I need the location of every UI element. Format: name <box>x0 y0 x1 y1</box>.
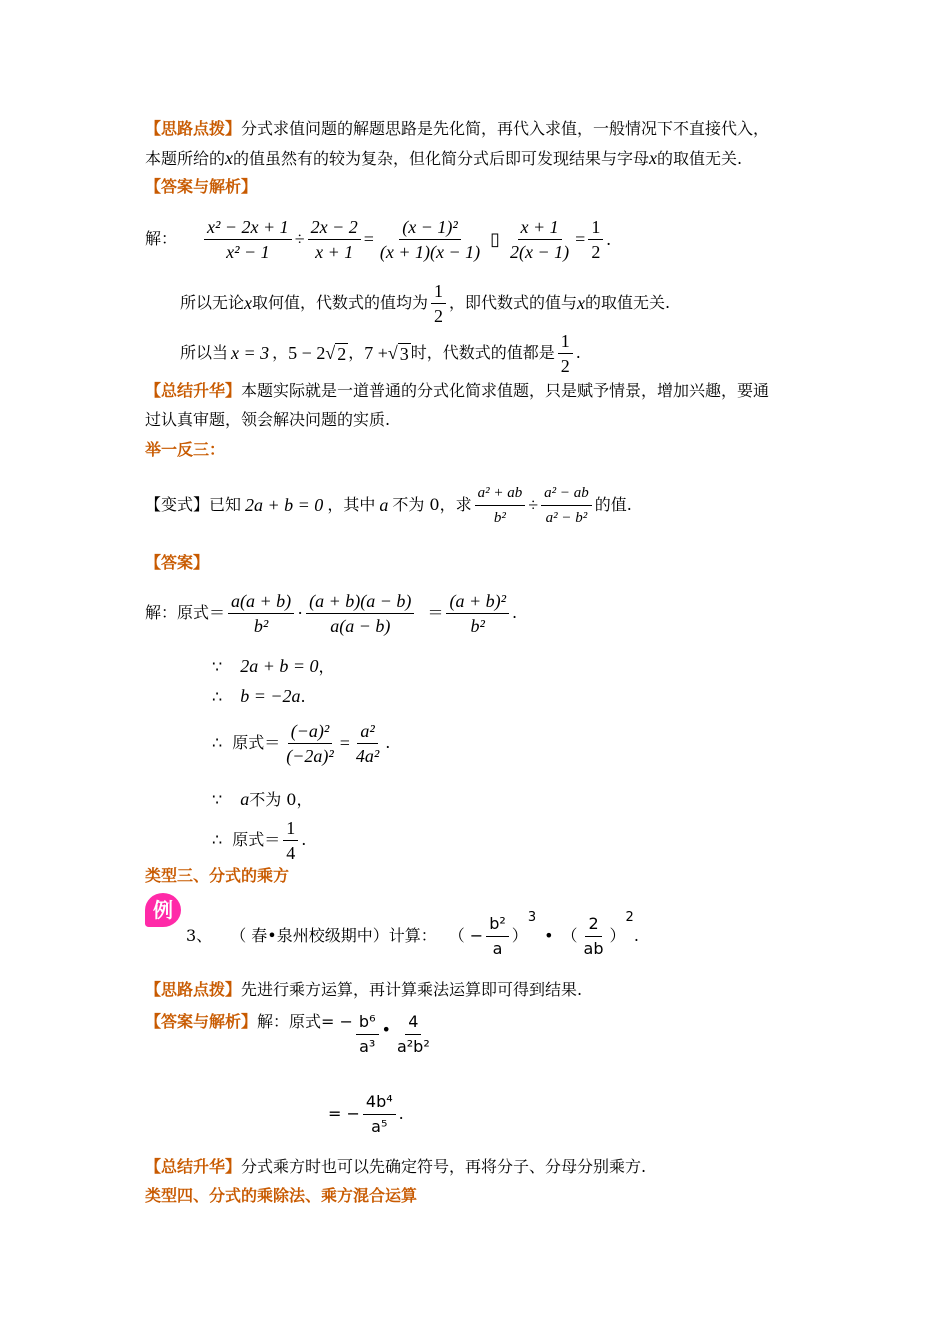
hint-text-1: 分式求值问题的解题思路是先化简，再代入求值，一般情况下不直接代入， <box>241 119 770 138</box>
fraction: $\frac{\text{(x − 1)²}}{(x + 1)(x - 1)}$ <box>379 216 481 262</box>
step-therefore-2: ∴ 原式＝ $\frac{\text{(−a)²}}{\text{(−2a)²}}$ = $\frac{\text{a²}}{\text{4a²}}$ . <box>212 720 391 766</box>
answer-analysis-tag: 【答案与解析】 <box>145 177 258 196</box>
fraction: $\frac{\text{4b⁴}}{\text{a⁵}}$ <box>363 1092 396 1137</box>
variant-problem: 【变式】已知 2a + b = 0 ，其中 a 不为 0，求 $\frac{\text{a² + ab}}{\text{b²}}$ ÷ $\frac{\text{a² − ab}}{\text{a² − b²}}$ 的值. <box>145 484 632 526</box>
step-therefore-1: ∴ b = −2a. <box>212 686 306 706</box>
conclusion-line-2: 所以当 x = 3 ， 5 − 2 √ 2 ， 7 + √ 3 时，代数式的值都是 $\frac{1}{2}$ . <box>180 330 581 376</box>
fraction: $\frac{\text{(a + b)²}}{\text{b²}}$ <box>446 591 509 636</box>
example-badge-icon: 例 <box>145 893 181 927</box>
summary-line-2: 过认真审题，领会解决问题的实质. <box>145 410 391 429</box>
fraction-half: $\frac{1}{2}$ <box>431 281 446 326</box>
hint-line-3: 【思路点拨】先进行乘方运算，再计算乘法运算即可得到结果. <box>145 980 583 999</box>
fraction: $\frac{\text{a² − ab}}{\text{a² − b²}}$ <box>541 483 592 528</box>
hint-line-2: 本题所给的x的值虽然有的较为复杂，但化简分式后即可发现结果与字母x的取值无关. <box>145 148 743 168</box>
fraction: $\frac{\text{a²}}{\text{4a²}}$ <box>355 720 380 766</box>
fraction: $\frac{1}{4}$ <box>283 818 298 863</box>
solution-equation: 解： $\frac{\text{x² − 2x + 1}}{\text{x² − 1}}$ ÷ $\frac{2x - 2}{x + 1}$ = $\frac{\text{(x − 1)²}}{(x + 1)(x - 1)}$ ▯ $\frac{x + 1}{2(x - 1)}$ = $\frac{1}{2}$ . <box>145 216 611 262</box>
fraction: $\frac{\text{x² − 2x + 1}}{\text{x² − 1}}$ <box>204 217 292 262</box>
section-heading-practice: 举一反三： <box>145 440 226 459</box>
conclusion-line-1: 所以无论 x 取何值，代数式的值均为 $\frac{1}{2}$ ，即代数式的值与 x 的取值无关. <box>180 280 671 326</box>
hint-line-1 <box>145 119 769 139</box>
section-heading-type3: 类型三、分式的乘方 <box>145 866 290 885</box>
fraction: $\frac{2}{ab}$ <box>583 913 604 958</box>
example-3-solution: 【答案与解析】 解：原式= − $\frac{\text{b⁶}}{\text{a³}}$ • $\frac{4}{\text{a²b²}}$ <box>145 1012 436 1068</box>
var-x: x <box>649 148 658 168</box>
fraction-half: $\frac{1}{2}$ <box>558 331 573 376</box>
variant-solution: 解：原式＝ $\frac{a(a + b)}{\text{b²}}$ · $\frac{(a + b)(a - b)}{a(a - b)}$ ＝ $\frac{\text{(a + b)²}}{\text{b²}}$ . <box>145 590 518 636</box>
summary-tag: 【总结升华】 <box>145 381 242 400</box>
fraction: $\frac{2x - 2}{x + 1}$ <box>308 217 361 262</box>
section-heading-type4: 类型四、分式的乘除法、乘方混合运算 <box>145 1186 418 1205</box>
step-because-1: ∵ 2a + b = 0， <box>212 656 335 676</box>
answer-tag: 【答案】 <box>145 553 210 572</box>
answer-tag-line-2 <box>145 553 209 573</box>
step-therefore-3: ∴ 原式＝ $\frac{1}{4}$ . <box>212 817 307 863</box>
summary-line-1: 【总结升华】本题实际就是一道普通的分式化简求值题，只是赋予情景，增加兴趣，要通 <box>145 381 770 400</box>
example-3-problem: 3、 （ 春•泉州校级期中）计算： （ − $\frac{\text{b²}}{a}$ ） 3 • （ $\frac{2}{ab}$ ） 2 . <box>186 910 639 958</box>
fraction: $\frac{a(a + b)}{\text{b²}}$ <box>228 591 294 636</box>
fraction: $\frac{\text{b²}}{a}$ <box>486 914 509 959</box>
hint-tag: 【思路点拨】 <box>145 119 242 138</box>
var-x: x <box>225 148 234 168</box>
fraction: $\frac{4}{\text{a²b²}}$ <box>396 1012 430 1056</box>
fraction: $\frac{x + 1}{2(x - 1)}$ <box>510 216 570 262</box>
fraction: $\frac{\text{b⁶}}{\text{a³}}$ <box>356 1012 379 1057</box>
example-3-result: = − $\frac{\text{4b⁴}}{\text{a⁵}}$ . <box>328 1091 404 1136</box>
fraction: $\frac{\text{a² + ab}}{\text{b²}}$ <box>475 483 526 528</box>
summary-line-3: 【总结升华】分式乘方时也可以先确定符号，再将分子、分母分别乘方. <box>145 1157 647 1176</box>
step-because-2: ∵ a不为 0， <box>212 789 313 809</box>
fraction: $\frac{1}{2}$ <box>588 217 603 262</box>
answer-tag-line <box>145 177 257 197</box>
fraction: $\frac{(a + b)(a - b)}{a(a - b)}$ <box>306 591 414 636</box>
fraction: $\frac{\text{(−a)²}}{\text{(−2a)²}}$ <box>286 720 334 766</box>
